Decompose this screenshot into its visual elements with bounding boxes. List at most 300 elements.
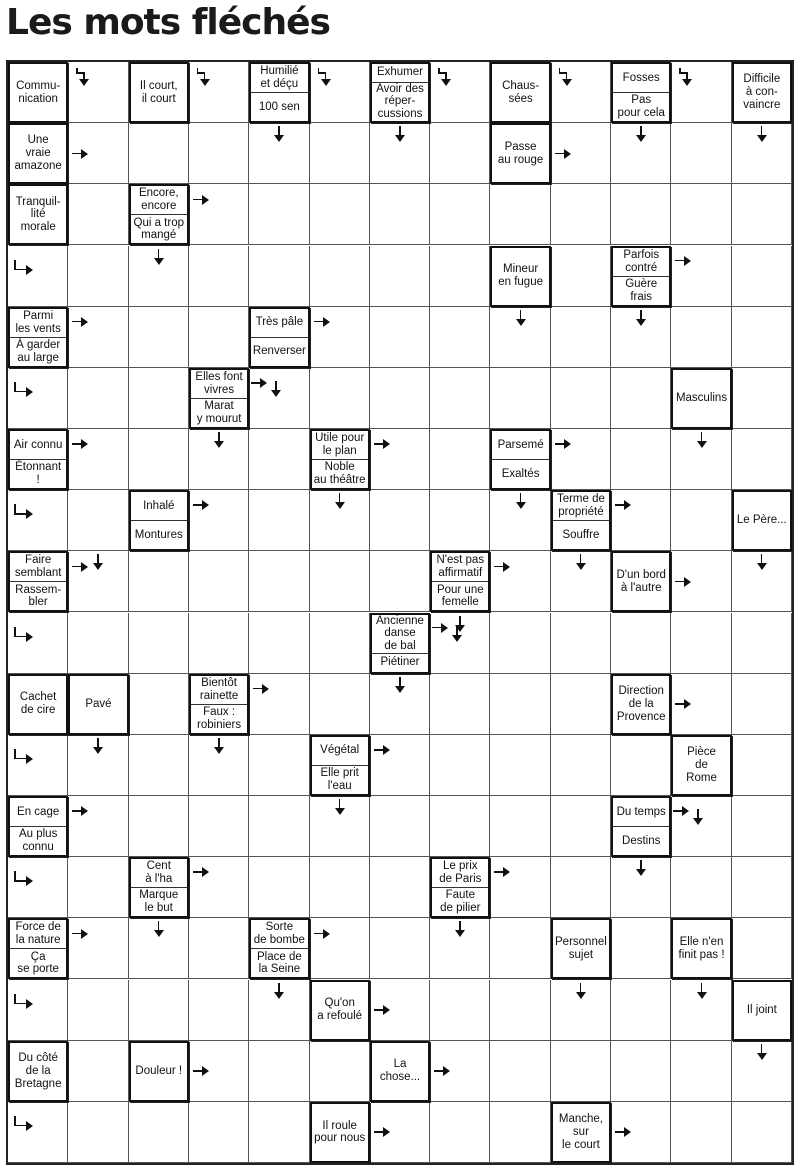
clue-cell bbox=[430, 551, 490, 612]
clue-cell bbox=[310, 980, 370, 1041]
answer-cell[interactable] bbox=[68, 796, 128, 857]
clue-text: Très pâle bbox=[255, 316, 304, 329]
answer-cell[interactable] bbox=[249, 429, 309, 490]
clue-cell bbox=[732, 980, 792, 1041]
answer-cell[interactable] bbox=[430, 980, 490, 1041]
answer-cell[interactable] bbox=[430, 184, 490, 245]
answer-cell[interactable] bbox=[129, 796, 189, 857]
answer-cell[interactable] bbox=[611, 735, 671, 796]
arrow-right-icon bbox=[374, 1127, 390, 1137]
arrow-right-icon bbox=[374, 439, 390, 449]
clue-cell bbox=[129, 1041, 189, 1102]
answer-cell[interactable] bbox=[68, 613, 128, 674]
answer-cell[interactable] bbox=[370, 796, 430, 857]
arrow-down-icon bbox=[395, 126, 405, 142]
arrow-down-icon bbox=[636, 310, 646, 326]
clue-text: Tranquil- lité morale bbox=[15, 195, 61, 234]
clue-text: Pas pour cela bbox=[613, 92, 669, 121]
clue-cell bbox=[8, 429, 68, 490]
clue-text: Personnel sujet bbox=[555, 936, 607, 961]
arrow-right-icon bbox=[675, 577, 691, 587]
clue-cell bbox=[611, 62, 671, 123]
clue-text: Parfois contré bbox=[623, 248, 660, 274]
clue-text: Avoir des réper- cussions bbox=[372, 82, 428, 122]
clue-text: Passe au rouge bbox=[497, 140, 544, 166]
answer-cell[interactable] bbox=[129, 1102, 189, 1163]
arrow-bend-down-icon bbox=[679, 68, 695, 86]
arrow-down-icon bbox=[697, 983, 707, 999]
clue-text: Destins bbox=[613, 826, 669, 855]
answer-cell[interactable] bbox=[129, 674, 189, 735]
arrow-bend-down-icon bbox=[197, 68, 213, 86]
arrow-right-icon bbox=[374, 745, 390, 755]
answer-cell[interactable] bbox=[551, 307, 611, 368]
answer-cell[interactable] bbox=[732, 674, 792, 735]
clue-text: Piétiner bbox=[372, 653, 428, 672]
answer-cell[interactable] bbox=[430, 735, 490, 796]
clue-text: La chose... bbox=[379, 1058, 421, 1084]
answer-cell[interactable] bbox=[732, 613, 792, 674]
answer-cell[interactable] bbox=[551, 246, 611, 307]
clue-text: Une vraie amazone bbox=[14, 134, 62, 173]
answer-cell[interactable] bbox=[249, 735, 309, 796]
answer-cell[interactable] bbox=[68, 490, 128, 551]
clue-cell bbox=[551, 918, 611, 979]
answer-cell[interactable] bbox=[551, 368, 611, 429]
clue-text: Faute de pilier bbox=[432, 887, 488, 916]
answer-cell[interactable] bbox=[68, 307, 128, 368]
answer-cell[interactable] bbox=[611, 368, 671, 429]
clue-text: Bientôt rainette bbox=[199, 676, 239, 702]
answer-cell[interactable] bbox=[68, 429, 128, 490]
answer-cell[interactable] bbox=[611, 613, 671, 674]
clue-text: Pour une femelle bbox=[432, 581, 488, 610]
arrow-down-icon bbox=[335, 799, 345, 815]
arrow-down-icon bbox=[274, 126, 284, 142]
clue-cell bbox=[129, 857, 189, 918]
clue-cell bbox=[189, 674, 249, 735]
clue-cell bbox=[551, 1102, 611, 1163]
arrow-right-icon bbox=[494, 867, 510, 877]
clue-cell bbox=[611, 551, 671, 612]
clue-text: Le prix de Paris bbox=[439, 860, 482, 886]
answer-cell[interactable] bbox=[611, 1041, 671, 1102]
clue-text: D'un bord à l'autre bbox=[616, 569, 666, 594]
page-title: Les mots fléchés bbox=[6, 2, 330, 43]
clue-text: Au plus connu bbox=[10, 826, 66, 855]
clue-cell bbox=[249, 918, 309, 979]
clue-cell bbox=[129, 62, 189, 123]
answer-cell[interactable] bbox=[732, 918, 792, 979]
arrow-down-icon bbox=[93, 554, 103, 570]
answer-cell[interactable] bbox=[310, 123, 370, 184]
arrow-right-icon bbox=[615, 1127, 631, 1137]
answer-cell[interactable] bbox=[370, 735, 430, 796]
answer-cell[interactable] bbox=[249, 551, 309, 612]
clue-text: Exhumer bbox=[376, 66, 423, 79]
arrow-down-icon bbox=[455, 921, 465, 937]
clue-cell bbox=[8, 796, 68, 857]
clue-text: Parmi les vents bbox=[15, 309, 61, 335]
arrow-down-icon bbox=[395, 677, 405, 693]
answer-cell[interactable] bbox=[490, 551, 550, 612]
answer-cell[interactable] bbox=[671, 490, 731, 551]
answer-cell[interactable] bbox=[249, 1102, 309, 1163]
clue-cell bbox=[68, 674, 128, 735]
arrow-down-icon bbox=[636, 860, 646, 876]
answer-cell[interactable] bbox=[551, 613, 611, 674]
answer-cell[interactable] bbox=[732, 368, 792, 429]
clue-cell bbox=[732, 490, 792, 551]
clue-text: Cent à l'ha bbox=[145, 860, 173, 886]
answer-cell[interactable] bbox=[671, 1102, 731, 1163]
clue-text: Ça se porte bbox=[10, 948, 66, 977]
arrow-right-icon bbox=[193, 195, 209, 205]
arrow-bend-right-icon bbox=[12, 260, 32, 278]
clue-text: 100 sen bbox=[251, 92, 307, 121]
answer-cell[interactable] bbox=[310, 1041, 370, 1102]
answer-cell[interactable] bbox=[249, 674, 309, 735]
arrow-bend-down-icon bbox=[318, 68, 334, 86]
clue-cell bbox=[8, 551, 68, 612]
answer-cell[interactable] bbox=[551, 857, 611, 918]
answer-cell[interactable] bbox=[310, 184, 370, 245]
arrow-bend-right-icon bbox=[12, 504, 32, 522]
answer-cell[interactable] bbox=[671, 307, 731, 368]
clue-text: Terme de propriété bbox=[556, 493, 605, 519]
answer-cell[interactable] bbox=[490, 184, 550, 245]
answer-cell[interactable] bbox=[370, 246, 430, 307]
clue-text: Manche, sur le court bbox=[558, 1113, 603, 1151]
answer-cell[interactable] bbox=[430, 796, 490, 857]
clue-cell bbox=[8, 918, 68, 979]
answer-cell[interactable] bbox=[249, 857, 309, 918]
clue-text: Chaus- sées bbox=[502, 79, 540, 105]
arrow-down-icon bbox=[214, 432, 224, 448]
clue-text: Marat y mourut bbox=[191, 398, 247, 427]
answer-cell[interactable] bbox=[68, 184, 128, 245]
answer-cell[interactable] bbox=[430, 123, 490, 184]
answer-cell[interactable] bbox=[611, 490, 671, 551]
arrow-bend-right-icon bbox=[12, 871, 32, 889]
answer-cell[interactable] bbox=[732, 735, 792, 796]
answer-cell[interactable] bbox=[370, 490, 430, 551]
answer-cell[interactable] bbox=[310, 613, 370, 674]
clue-text: Pièce de Rome bbox=[686, 746, 717, 784]
clue-cell bbox=[310, 429, 370, 490]
arrow-right-icon bbox=[673, 806, 689, 816]
answer-cell[interactable] bbox=[430, 429, 490, 490]
answer-cell[interactable] bbox=[129, 551, 189, 612]
clue-text: Il roule pour nous bbox=[314, 1119, 366, 1145]
clue-cell bbox=[611, 796, 671, 857]
clue-text: Étonnant ! bbox=[10, 459, 66, 488]
clue-cell bbox=[8, 123, 68, 184]
answer-cell[interactable] bbox=[249, 246, 309, 307]
answer-cell[interactable] bbox=[129, 980, 189, 1041]
clue-text: Végétal bbox=[320, 744, 360, 757]
answer-cell[interactable] bbox=[490, 735, 550, 796]
arrow-down-icon bbox=[452, 626, 462, 642]
answer-cell[interactable] bbox=[671, 613, 731, 674]
arrow-right-icon bbox=[494, 562, 510, 572]
clue-cell bbox=[671, 368, 731, 429]
answer-cell[interactable] bbox=[189, 490, 249, 551]
answer-cell[interactable] bbox=[551, 429, 611, 490]
arrow-right-icon bbox=[193, 1066, 209, 1076]
clue-text: Air connu bbox=[13, 438, 63, 451]
answer-cell[interactable] bbox=[249, 796, 309, 857]
arrow-right-icon bbox=[434, 1066, 450, 1076]
clue-cell bbox=[189, 368, 249, 429]
arrow-bend-right-icon bbox=[12, 994, 32, 1012]
arrow-right-icon bbox=[374, 1005, 390, 1015]
answer-cell[interactable] bbox=[490, 796, 550, 857]
answer-cell[interactable] bbox=[249, 184, 309, 245]
answer-cell[interactable] bbox=[490, 980, 550, 1041]
answer-cell[interactable] bbox=[551, 184, 611, 245]
answer-cell[interactable] bbox=[551, 674, 611, 735]
clue-cell bbox=[310, 1102, 370, 1163]
answer-cell[interactable] bbox=[490, 1102, 550, 1163]
arrow-right-icon bbox=[72, 562, 88, 572]
answer-cell[interactable] bbox=[671, 857, 731, 918]
answer-cell[interactable] bbox=[189, 246, 249, 307]
arrow-right-icon bbox=[555, 149, 571, 159]
clue-text: Noble au théâtre bbox=[312, 459, 368, 488]
clue-text: Souffre bbox=[553, 520, 609, 549]
answer-cell[interactable] bbox=[129, 307, 189, 368]
clue-text: Faire semblant bbox=[14, 554, 62, 580]
arrow-bend-right-icon bbox=[12, 749, 32, 767]
answer-cell[interactable] bbox=[129, 429, 189, 490]
answer-cell[interactable] bbox=[430, 307, 490, 368]
answer-cell[interactable] bbox=[249, 490, 309, 551]
answer-cell[interactable] bbox=[68, 1102, 128, 1163]
clue-cell bbox=[8, 184, 68, 245]
answer-cell[interactable] bbox=[129, 735, 189, 796]
arrow-bend-right-icon bbox=[12, 1116, 32, 1134]
clue-text: Sorte de bombe bbox=[253, 921, 305, 947]
clue-text: Difficile à con- vaincre bbox=[743, 73, 781, 112]
answer-cell[interactable] bbox=[732, 184, 792, 245]
answer-cell[interactable] bbox=[732, 246, 792, 307]
answer-cell[interactable] bbox=[310, 674, 370, 735]
clue-cell bbox=[490, 62, 550, 123]
arrow-down-icon bbox=[693, 809, 703, 825]
clue-text: Inhalé bbox=[143, 499, 175, 512]
answer-cell[interactable] bbox=[671, 246, 731, 307]
answer-cell[interactable] bbox=[129, 613, 189, 674]
clue-text: Commu- nication bbox=[16, 79, 61, 105]
clue-text: Masculins bbox=[675, 391, 728, 404]
arrow-right-icon bbox=[72, 929, 88, 939]
arrow-right-icon bbox=[72, 149, 88, 159]
clue-cell bbox=[611, 674, 671, 735]
clue-text: Guère frais bbox=[613, 276, 669, 305]
clue-cell bbox=[129, 490, 189, 551]
answer-cell[interactable] bbox=[732, 796, 792, 857]
answer-cell[interactable] bbox=[490, 613, 550, 674]
answer-cell[interactable] bbox=[68, 980, 128, 1041]
answer-cell[interactable] bbox=[249, 1041, 309, 1102]
clue-text: Place de la Seine bbox=[251, 948, 307, 977]
clue-text: Encore, encore bbox=[138, 187, 179, 213]
answer-cell[interactable] bbox=[249, 368, 309, 429]
answer-cell[interactable] bbox=[490, 368, 550, 429]
clue-cell bbox=[671, 918, 731, 979]
arrow-right-icon bbox=[72, 806, 88, 816]
clue-text: Marque le but bbox=[131, 887, 187, 916]
answer-cell[interactable] bbox=[611, 980, 671, 1041]
answer-cell[interactable] bbox=[189, 184, 249, 245]
clue-cell bbox=[370, 1041, 430, 1102]
answer-cell[interactable] bbox=[430, 246, 490, 307]
arrow-down-icon bbox=[636, 126, 646, 142]
arrow-down-icon bbox=[93, 738, 103, 754]
answer-cell[interactable] bbox=[310, 918, 370, 979]
clue-cell bbox=[310, 735, 370, 796]
clue-cell bbox=[490, 123, 550, 184]
clue-text: Force de la nature bbox=[15, 921, 61, 947]
clue-text: Qui a trop mangé bbox=[131, 214, 187, 243]
arrow-bend-down-icon bbox=[438, 68, 454, 86]
clue-cell bbox=[370, 62, 430, 123]
answer-cell[interactable] bbox=[370, 551, 430, 612]
answer-cell[interactable] bbox=[671, 184, 731, 245]
answer-cell[interactable] bbox=[68, 857, 128, 918]
answer-cell[interactable] bbox=[189, 307, 249, 368]
answer-cell[interactable] bbox=[189, 796, 249, 857]
arrow-down-icon bbox=[576, 554, 586, 570]
answer-cell[interactable] bbox=[370, 307, 430, 368]
answer-cell[interactable] bbox=[68, 918, 128, 979]
clue-cell bbox=[8, 1041, 68, 1102]
answer-cell[interactable] bbox=[490, 918, 550, 979]
answer-cell[interactable] bbox=[189, 123, 249, 184]
answer-cell[interactable] bbox=[189, 980, 249, 1041]
clue-text: Rassem- bler bbox=[10, 581, 66, 610]
clue-text: Renverser bbox=[251, 337, 307, 366]
answer-cell[interactable] bbox=[189, 1102, 249, 1163]
clue-text: Montures bbox=[131, 520, 187, 549]
arrow-right-icon bbox=[675, 699, 691, 709]
answer-cell[interactable] bbox=[611, 429, 671, 490]
answer-cell[interactable] bbox=[671, 796, 731, 857]
arrow-right-icon bbox=[314, 317, 330, 327]
answer-cell[interactable] bbox=[732, 429, 792, 490]
clue-cell bbox=[671, 735, 731, 796]
answer-cell[interactable] bbox=[370, 368, 430, 429]
answer-cell[interactable] bbox=[611, 918, 671, 979]
clue-cell bbox=[490, 246, 550, 307]
answer-cell[interactable] bbox=[370, 184, 430, 245]
arrow-down-icon bbox=[214, 738, 224, 754]
answer-cell[interactable] bbox=[671, 1041, 731, 1102]
answer-cell[interactable] bbox=[189, 857, 249, 918]
answer-cell[interactable] bbox=[430, 1102, 490, 1163]
answer-cell[interactable] bbox=[732, 307, 792, 368]
clue-text: À garder au large bbox=[10, 337, 66, 366]
answer-cell[interactable] bbox=[189, 551, 249, 612]
arrow-down-icon bbox=[516, 310, 526, 326]
answer-cell[interactable] bbox=[732, 857, 792, 918]
clue-text: Du côté de la Bretagne bbox=[14, 1051, 62, 1090]
clue-cell bbox=[249, 307, 309, 368]
arrow-bend-right-icon bbox=[12, 382, 32, 400]
arrow-right-icon bbox=[72, 317, 88, 327]
answer-cell[interactable] bbox=[430, 674, 490, 735]
clue-text: Elle prit l'eau bbox=[312, 765, 368, 794]
answer-cell[interactable] bbox=[129, 368, 189, 429]
clue-text: Pavé bbox=[85, 697, 112, 710]
clue-text: En cage bbox=[17, 805, 60, 818]
answer-cell[interactable] bbox=[551, 796, 611, 857]
answer-cell[interactable] bbox=[68, 1041, 128, 1102]
answer-cell[interactable] bbox=[490, 1041, 550, 1102]
arrow-right-icon bbox=[615, 500, 631, 510]
answer-cell[interactable] bbox=[189, 918, 249, 979]
arrow-right-icon bbox=[72, 439, 88, 449]
clue-cell bbox=[8, 674, 68, 735]
clue-text: Le Père... bbox=[736, 514, 787, 527]
arrow-down-icon bbox=[697, 432, 707, 448]
clue-cell bbox=[490, 429, 550, 490]
arrow-right-icon bbox=[251, 378, 267, 388]
answer-cell[interactable] bbox=[370, 918, 430, 979]
clue-text: Parsemé bbox=[497, 438, 544, 451]
answer-cell[interactable] bbox=[611, 184, 671, 245]
arrow-down-icon bbox=[274, 983, 284, 999]
answer-cell[interactable] bbox=[551, 735, 611, 796]
answer-cell[interactable] bbox=[370, 429, 430, 490]
answer-cell[interactable] bbox=[310, 246, 370, 307]
clue-text: Mineur en fugue bbox=[498, 263, 543, 289]
answer-cell[interactable] bbox=[68, 368, 128, 429]
answer-cell[interactable] bbox=[310, 857, 370, 918]
answer-cell[interactable] bbox=[370, 857, 430, 918]
answer-cell[interactable] bbox=[68, 246, 128, 307]
clue-cell bbox=[732, 62, 792, 123]
arrow-bend-right-icon bbox=[12, 627, 32, 645]
answer-cell[interactable] bbox=[430, 490, 490, 551]
arrow-down-icon bbox=[576, 983, 586, 999]
answer-cell[interactable] bbox=[551, 1041, 611, 1102]
answer-cell[interactable] bbox=[310, 307, 370, 368]
answer-cell[interactable] bbox=[129, 123, 189, 184]
clue-text: Fosses bbox=[622, 71, 660, 84]
clue-cell bbox=[430, 857, 490, 918]
answer-cell[interactable] bbox=[189, 613, 249, 674]
answer-cell[interactable] bbox=[430, 368, 490, 429]
answer-cell[interactable] bbox=[732, 1102, 792, 1163]
arrow-right-icon bbox=[675, 256, 691, 266]
clue-text: Elle n'en finit pas ! bbox=[678, 936, 725, 961]
clue-cell bbox=[8, 307, 68, 368]
answer-cell[interactable] bbox=[310, 368, 370, 429]
answer-cell[interactable] bbox=[671, 123, 731, 184]
crossword-grid bbox=[6, 60, 794, 1165]
answer-cell[interactable] bbox=[249, 613, 309, 674]
arrow-down-icon bbox=[516, 493, 526, 509]
arrow-right-icon bbox=[193, 500, 209, 510]
answer-cell[interactable] bbox=[490, 674, 550, 735]
clue-text: Il joint bbox=[746, 1003, 777, 1016]
answer-cell[interactable] bbox=[310, 551, 370, 612]
arrow-down-icon bbox=[154, 921, 164, 937]
answer-cell[interactable] bbox=[490, 857, 550, 918]
clue-text: Direction de la Provence bbox=[616, 684, 666, 723]
